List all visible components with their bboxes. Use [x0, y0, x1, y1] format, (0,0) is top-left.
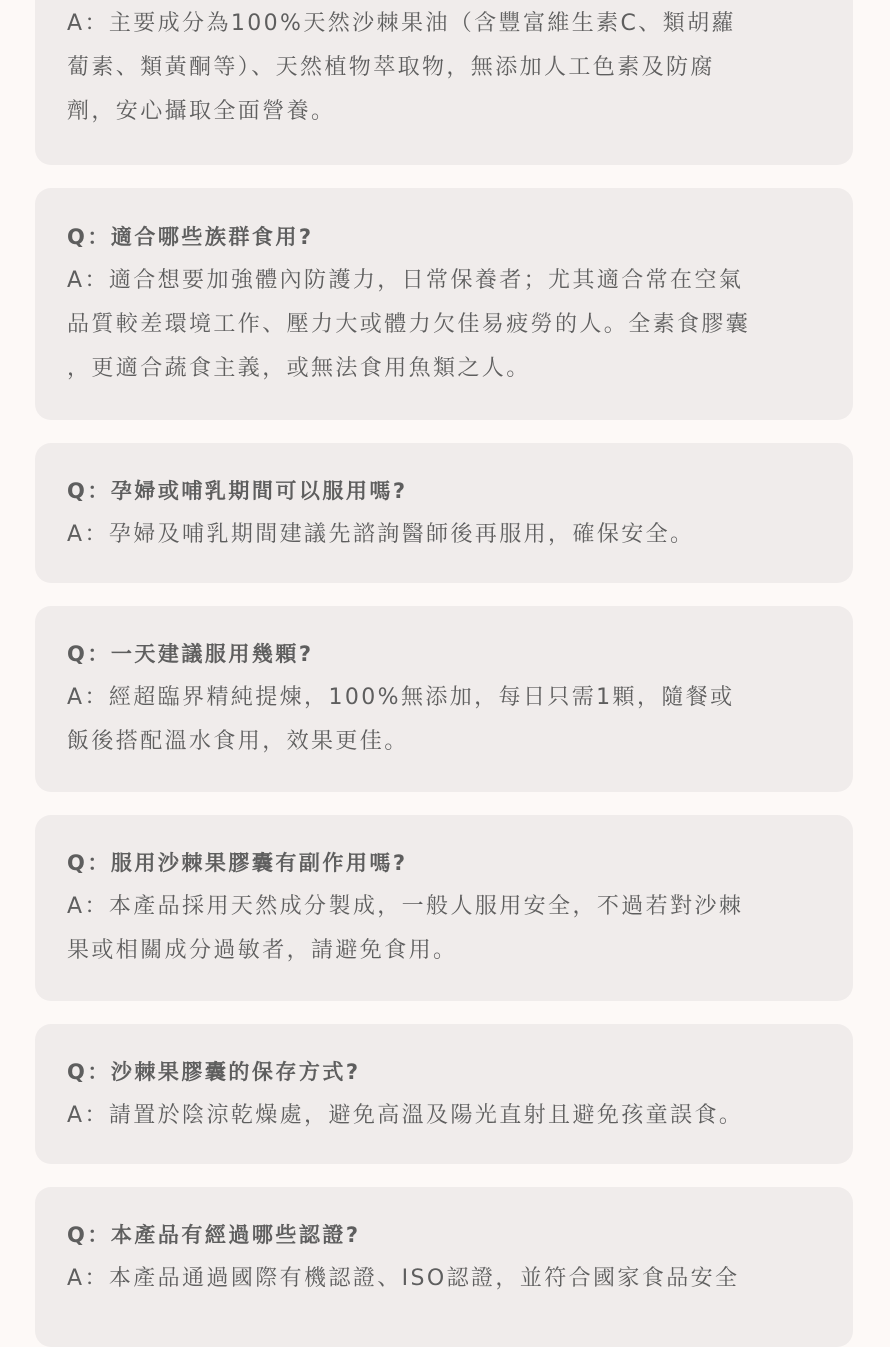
faq-card-ingredients	[35, 0, 853, 165]
faq-card-certification	[35, 1187, 853, 1347]
faq-card-side-effects	[35, 815, 853, 1001]
answer-line: 果或相關成分過敏者，請避免食用。	[67, 938, 458, 963]
faq-answer	[67, 885, 827, 973]
faq-answer	[67, 513, 827, 557]
faq-answer	[67, 259, 827, 391]
faq-answer	[67, 1094, 827, 1138]
faq-answer	[67, 1257, 827, 1301]
faq-question: Q：沙棘果膠囊的保存方式?	[67, 1060, 361, 1084]
faq-card-target-groups	[35, 188, 853, 420]
faq-question: Q：一天建議服用幾顆?	[67, 642, 314, 666]
answer-line: 劑，安心攝取全面營養。	[67, 99, 336, 124]
answer-line: A：本產品通過國際有機認證、ISO認證，並符合國家食品安全	[67, 1266, 740, 1291]
faq-question: Q：本產品有經過哪些認證?	[67, 1223, 361, 1247]
faq-question: Q：服用沙棘果膠囊有副作用嗎?	[67, 851, 408, 875]
answer-line: A：孕婦及哺乳期間建議先諮詢醫師後再服用，確保安全。	[67, 522, 695, 547]
answer-line: 蔔素、類黃酮等）、天然植物萃取物，無添加人工色素及防腐	[67, 55, 715, 80]
faq-answer	[67, 676, 827, 764]
faq-question: Q：適合哪些族群食用?	[67, 225, 314, 249]
answer-line: 飯後搭配溫水食用，效果更佳。	[67, 729, 409, 754]
faq-card-daily-dosage	[35, 606, 853, 792]
answer-line: ，更適合蔬食主義，或無法食用魚類之人。	[67, 356, 531, 381]
answer-line: A：本產品採用天然成分製成，一般人服用安全，不過若對沙棘	[67, 894, 744, 919]
faq-answer	[67, 2, 827, 134]
faq-card-pregnancy	[35, 443, 853, 583]
answer-line: A：主要成分為100%天然沙棘果油（含豐富維生素C、類胡蘿	[67, 11, 736, 36]
answer-line: 品質較差環境工作、壓力大或體力欠佳易疲勞的人。全素食膠囊	[67, 312, 751, 337]
answer-line: A：請置於陰涼乾燥處，避免高溫及陽光直射且避免孩童誤食。	[67, 1103, 744, 1128]
faq-question: Q：孕婦或哺乳期間可以服用嗎?	[67, 479, 408, 503]
answer-line: A：經超臨界精純提煉，100%無添加，每日只需1顆，隨餐或	[67, 685, 735, 710]
answer-line: A：適合想要加強體內防護力，日常保養者；尤其適合常在空氣	[67, 268, 744, 293]
faq-card-storage	[35, 1024, 853, 1164]
